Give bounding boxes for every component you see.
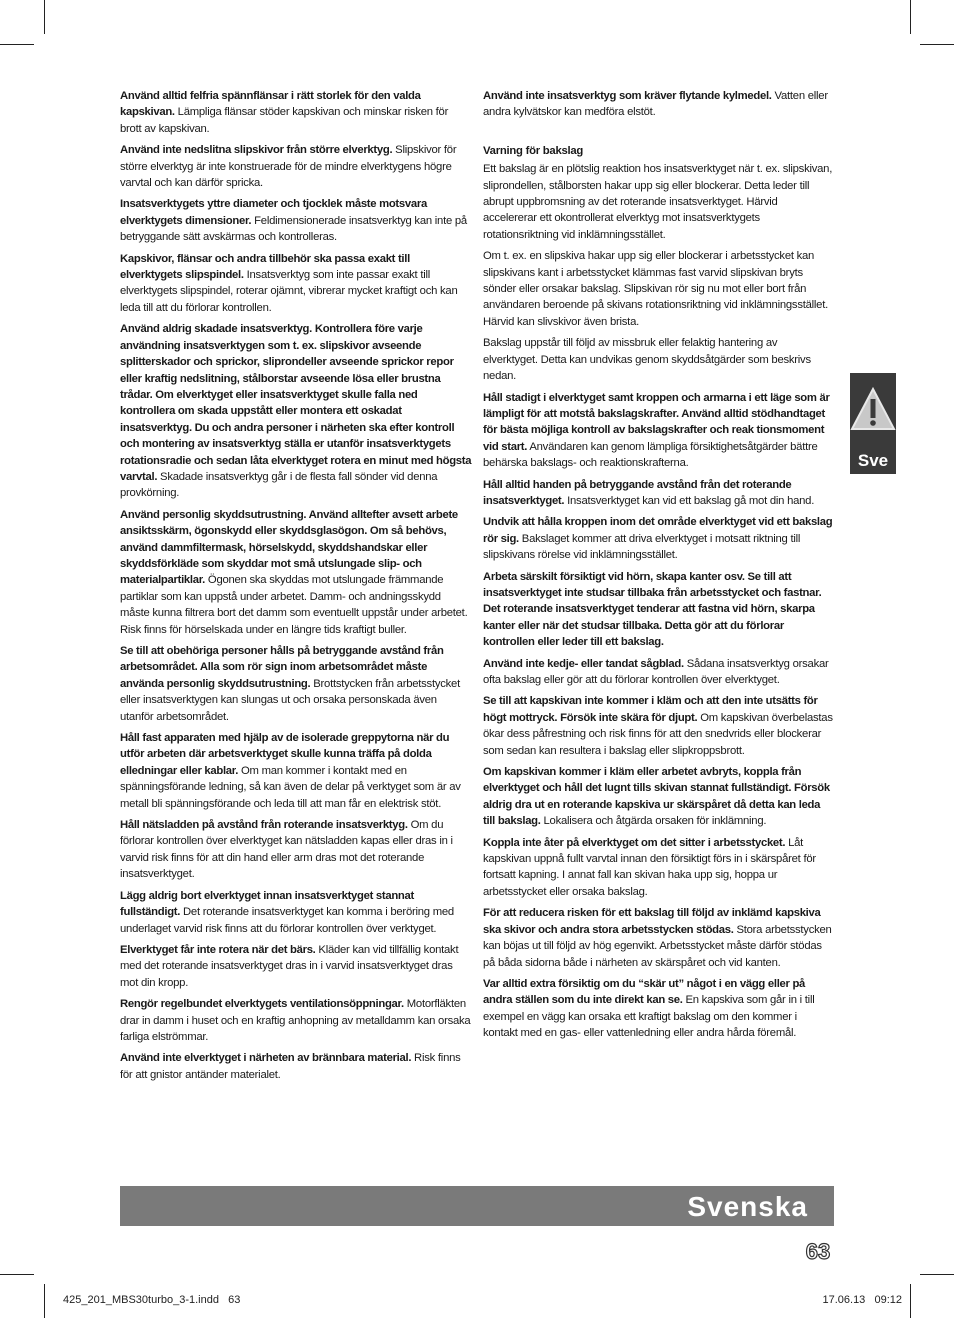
paragraph-bold: Använd personlig skyddsutrustning. Använd alltefter avsett arbete ansiktsskärm, ögonskydd eller skyddsglasögon. Om så behövs, använd dammfiltermask, hörselskydd, skyddshandskar eller skyddsförkläde som skyddar mot små utslungade slip- och materialpartiklar. [120, 508, 458, 587]
paragraph [483, 693, 833, 759]
crop-mark [44, 0, 45, 34]
paragraph-bold: För att reducera risken för ett bakslag till följd av inklämd kapskiva ska skivor och andra stora arbetsstycken stödas. [483, 907, 821, 936]
paragraph-bold: Elverktyget får inte rotera när det bärs. [120, 943, 316, 956]
left-text-column [120, 88, 472, 1088]
paragraph [120, 88, 472, 137]
paragraph-bold: Undvik att hålla kroppen inom det område elverktyget vid ett bakslag rör sig. [483, 516, 833, 545]
paragraph [120, 730, 472, 812]
paragraph-text: Kläder kan vid tillfällig kontakt med det roterande insatsverktyget dras in i varvid insatsverktyget dras mot din kropp. [120, 943, 459, 989]
paragraph-bold: Arbeta särskilt försiktigt vid hörn, skapa kanter osv. Se till att insatsverktyget inte studsar tillbaka från arbetsstycket och fastnar. Det roterande insatsverktyget tenderar att fastna vid hörn, skarpa kanter eller när det studsar tillbaka. Detta gör att du förlorar kontrollen eller leder till ett bakslag. [483, 570, 822, 649]
paragraph-bold: Kapskivor, flänsar och andra tillbehör ska passa exakt till elverktygets slipspindel. [120, 252, 410, 282]
paragraph-text: Om t. ex. en slipskiva hakar upp sig eller blockerar i arbetsstycket kan slipskivans kant i arbetsstycket klämmas fast varvid slipskivan bryts sönder eller orsakar bakslag. Slipskivan rör sig nu mot eller bort från användaren beroende på skivans rotationsriktning vid inklämningsstället. Härvid kan slivskivor även brista. [483, 250, 828, 328]
paragraph-text: Bakslaget kommer att driva elverktyget i motsatt riktning till slipskivans rörelse vid inklämningsstället. [483, 532, 801, 562]
crop-mark [0, 44, 34, 45]
paragraph [483, 764, 833, 830]
paragraph-bold: Insatsverktygets yttre diameter och tjocklek måste motsvara elverktygets dimensioner. [120, 198, 427, 227]
paragraph [483, 161, 833, 243]
language-banner [120, 1186, 834, 1226]
paragraph [120, 996, 472, 1045]
paragraph [483, 569, 833, 651]
paragraph-text: Feldimensionerade insatsverktyg kan inte på betryggande sätt avskärmas och kontrolleras. [120, 214, 467, 244]
right-paragraphs [483, 161, 833, 1041]
paragraph-text: En kapskiva som går in i till exempel en vägg kan orsaka ett kraftigt bakslag om den kommer i kontakt med en gas- eller vattenledning eller andra hårda föremål. [483, 994, 815, 1040]
paragraph-text: Sådana insatsverktyg orsakar ofta bakslag eller gör att du förlorar kontrollen över elverktyget. [483, 657, 829, 686]
paragraph [120, 817, 472, 883]
paragraph [483, 905, 833, 971]
intro-paragraph [483, 88, 833, 121]
paragraph-bold: Om kapskivan kommer i kläm eller arbetet avbryts, koppla från elverktyget och håll det lugnt tills skivan stannat fullständigt. Försök aldrig dra ut en roterande kapskiva ur skärspåret då detta kan leda till bakslag. [483, 766, 830, 828]
crop-mark [920, 44, 954, 45]
paragraph-bold: Håll alltid handen på betryggande avstånd från det roterande insatsverktyget. [483, 478, 792, 507]
crop-mark [0, 1274, 34, 1275]
section-heading: Varning för bakslag [483, 144, 584, 157]
paragraph-text: Om du förlorar kontrollen över elverktyget kan nätsladden kapas eller dras in i varvid risk finns för att din hand eller arm dras mot det roterande insatsverktyget. [120, 819, 453, 881]
paragraph-bold: Använd inte nedslitna slipskivor från större elverktyg. [120, 144, 393, 157]
right-text-column [483, 88, 833, 1047]
paragraph-text: Ögonen ska skyddas mot utslungade främmande partiklar som kan uppstå under arbetet. Damm- och andningsskydd måste kunna filtrera bort det damm som eventuellt uppstår under arbetet. Risk finns för hörselskada under en längre tids kraftigt buller. [120, 574, 468, 636]
page-number: 63 [805, 1239, 831, 1264]
paragraph-text: Det roterande insatsverktyget kan komma i beröring med underlaget varvid risk finns att du förlorar kontrollen över verktyget. [120, 906, 454, 935]
paragraph-bold: Använd inte insatsverktyg som kräver flytande kylmedel. [483, 90, 772, 102]
paragraph-bold: Håll stadigt i elverktyget samt kroppen och armarna i ett läge som är lämpligt för att motstå bakslagskrafter. Använd alltid stödhandtaget för bästa möjliga kontroll av bakslagskrafter och reak tionsmoment vid start. [483, 391, 830, 453]
paragraph-text: Om man kommer i kontakt med en spänningsförande ledning, så kan även de delar på verktyget som är av metall bli spänningsförande och leda till att man får en elektrisk stöt. [120, 764, 461, 810]
paragraph [120, 888, 472, 937]
paragraph [483, 390, 833, 472]
paragraph [483, 835, 833, 901]
paragraph [120, 251, 472, 317]
paragraph-text: Bakslag uppstår till följd av missbruk eller felaktig hantering av elverktyget. Detta kan undvikas genom skyddsåtgärder som beskrivs nedan. [483, 337, 811, 383]
paragraph [120, 142, 472, 191]
paragraph-text: Ett bakslag är en plötslig reaktion hos insatsverktyget när t. ex. slipskivan, sliprondellen, stålborsten hakar upp sig eller blockerar. Detta leder till abrupt uppbromsning av det roterande insatsverktyget. Härvid accelererar ett okontrollerat elverktyg mot insatsverktygets rotationsriktning vid inklämningsstället. [483, 163, 833, 241]
paragraph [120, 321, 472, 501]
paragraph-text: Skadade insatsverktyg går i de flesta fall sönder vid denna provkörning. [120, 470, 438, 500]
crop-mark [910, 0, 911, 34]
paragraph [120, 196, 472, 245]
paragraph-text: Låt kapskivan uppnå fullt varvtal innan den försiktigt förs in i skärspåret för fortsatt kapning. I annat fall kan skivan haka upp sig, hoppa ur arbetsstycket eller orsaka bakslag. [483, 836, 816, 898]
paragraph [483, 656, 833, 689]
paragraph-bold: Koppla inte åter på elverktyget om det sitter i arbetsstycket. [483, 836, 786, 849]
banner-title: Svenska [687, 1191, 808, 1222]
paragraph-bold: Håll fast apparaten med hjälp av de isolerade greppytorna när du utför arbeten där arbetsverktyget skulle kunna träffa på dolda elledningar eller kablar. [120, 732, 450, 777]
paragraph-text: Insatsverktyget kan vid ett bakslag gå mot din hand. [564, 494, 815, 507]
paragraph-text: Motorfläkten drar in damm i huset och en kraftig anhopning av metalldamm kan orsaka farliga elströmmar. [120, 998, 471, 1043]
paragraph-bold: Lägg aldrig bort elverktyget innan insatsverktyget stannat fullständigt. [120, 889, 414, 919]
paragraph [120, 1050, 472, 1083]
crop-mark [920, 1274, 954, 1275]
paragraph-bold: Använd inte elverktyget i närheten av brännbara material. [120, 1052, 412, 1065]
paragraph-text: Om kapskivan överbelastas ökar dess påfrestning och risk finns för att den snedvrids eller blockerar som sedan kan resultera i bakslag eller slipkroppsbrott. [483, 711, 833, 757]
warning-tab [850, 373, 896, 474]
crop-mark [910, 1284, 911, 1318]
paragraph-text: Lämpliga flänsar stöder kapskivan och minskar risken för brott av kapskivan. [120, 106, 449, 135]
paragraph-text: Brottstycken från arbetsstycket eller insatsverktygen kan slungas ut och orsaka personskada även utanför arbetsområdet. [120, 677, 460, 723]
paragraph [120, 507, 472, 638]
paragraph [483, 335, 833, 384]
paragraph-text: Lokalisera och åtgärda orsaken för inklämning. [540, 815, 767, 828]
paragraph [120, 942, 472, 991]
warning-icon [850, 387, 896, 441]
footer-timestamp: 17.06.13 09:12 [822, 1294, 902, 1306]
paragraph [120, 643, 472, 725]
paragraph [483, 514, 833, 563]
paragraph-bold: Använd inte kedje- eller tandat sågblad. [483, 657, 684, 670]
language-code: Sve [857, 451, 889, 470]
paragraph-bold: Se till att kapskivan inte kommer i kläm och att den inte utsätts för högt mottryck. Försök inte skära för djupt. [483, 695, 818, 724]
paragraph-bold: Använd alltid felfria spännflänsar i rätt storlek för den valda kapskivan. [120, 90, 421, 119]
paragraph-text: Insatsverktyg som inte passar exakt till elverktygets slipspindel, roterar ojämnt, vibrerar mycket kraftigt och kan leda till att du förlorar kontrollen. [120, 269, 458, 314]
paragraph-bold: Se till att obehöriga personer hålls på betryggande avstånd från arbetsområdet. Alla som rör sign inom arbetsområdet måste använda personlig skyddsutrustning. [120, 645, 444, 690]
footer-filename: 425_201_MBS30turbo_3-1.indd 63 [63, 1294, 241, 1306]
paragraph-text: Vatten eller andra kylvätskor kan medföra elstöt. [483, 90, 828, 119]
paragraph-bold: Var alltid extra försiktig om du “skär ut” något i en vägg eller på andra ställen som du inte direkt kan se. [483, 977, 806, 1007]
paragraph [483, 976, 833, 1042]
crop-mark [44, 1284, 45, 1318]
paragraph-text: Stora arbetsstycken kan böjas ut till följd av hög egenvikt. Arbetsstycket måste därför stödas på båda sidorna både i närheten av skärspåret och vid kanten. [483, 923, 832, 969]
paragraph-text: Användaren kan genom lämpliga försiktighetsåtgärder bättre behärska bakslags- och reaktionskrafterna. [483, 440, 818, 470]
paragraph-bold: Rengör regelbundet elverktygets ventilationsöppningar. [120, 998, 404, 1011]
paragraph [483, 248, 833, 330]
paragraph-bold: Använd aldrig skadade insatsverktyg. Kontrollera före varje användning insatsverktygen som t. ex. slipskivor avseende splitterskador och sprickor, sliprondeller avseende sprickor repor eller kraftig nedslitning, stålborstar avseende lösa eller brustna trådar. Om elverktyget eller insatsverktyget skulle falla ned kontrollera om skada uppstått eller montera ett oskadat insatsverktyg. Du och andra personer i närheten ska efter kontroll och montering av insatsverktyg ställa er utanför insatsverktygets rotationsradie och sedan låta elverktyget rotera en minut med högsta varvtal. [120, 323, 472, 483]
paragraph-text: Slipskivor för större elverktyg är inte konstruerade för de mindre elverktygens högre varvtal och kan därför spricka. [120, 144, 457, 190]
paragraph-bold: Håll nätsladden på avstånd från roterande insatsverktyg. [120, 819, 408, 832]
paragraph-text: Risk finns för att gnistor antänder materialet. [120, 1052, 461, 1081]
paragraph [483, 477, 833, 510]
